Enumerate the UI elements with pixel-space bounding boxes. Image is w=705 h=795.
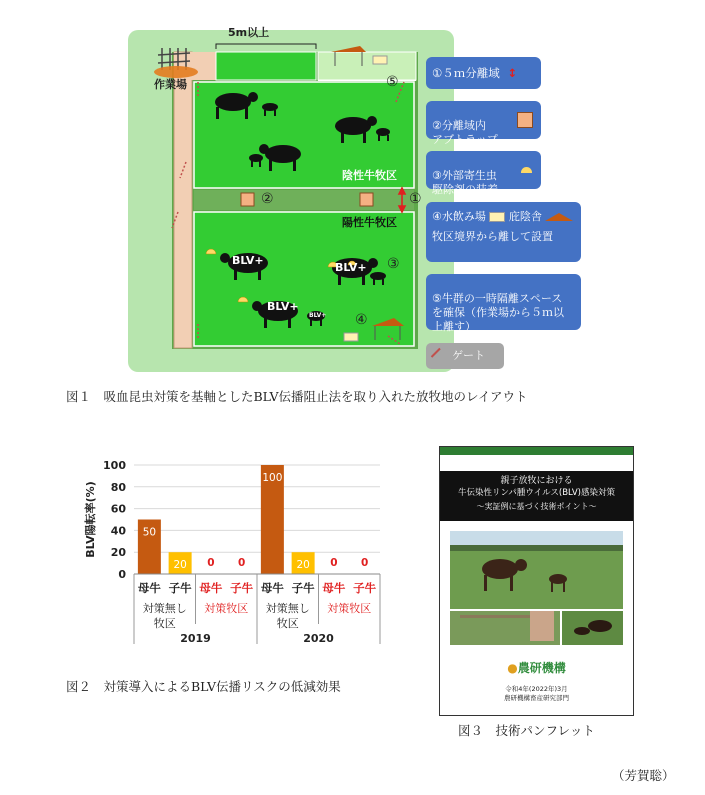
- legend-text-4a: ④水飲み場: [432, 210, 486, 223]
- legend-text-4c: 牧区境界から離して設置: [432, 230, 553, 243]
- group-label: 牧区: [276, 617, 299, 630]
- group-label: 対策牧区: [204, 602, 249, 615]
- y-tick-label: 80: [110, 480, 126, 494]
- pamphlet-cover: [439, 446, 634, 716]
- figure3-caption: 図３ 技術パンフレット: [458, 723, 595, 738]
- dimension-label: 5m以上: [228, 26, 270, 39]
- category-label: 母牛: [260, 581, 284, 595]
- marker-1: ①: [409, 191, 422, 207]
- pamphlet-title-1: 親子放牧における: [500, 476, 573, 486]
- category-label: 子牛: [291, 581, 315, 595]
- blv-label-1: BLV+: [232, 254, 264, 267]
- marker-2: ②: [261, 191, 274, 207]
- pamphlet-footer: [440, 685, 633, 703]
- legend-text-1: ①５ｍ分離域: [432, 66, 500, 80]
- legend-text-4b: 庇陰舎: [508, 210, 542, 223]
- marker-5: ⑤: [386, 74, 399, 90]
- work-area-label: 作業場: [154, 78, 187, 91]
- group-label: 対策無し: [265, 602, 310, 615]
- legend-item-5: [426, 274, 581, 333]
- shade-shelter-icon: [545, 213, 573, 221]
- pamphlet-title-2: 牛伝染性リンパ腫ウイルス(BLV)感染対策: [458, 488, 615, 498]
- data-label: 100: [262, 472, 283, 484]
- pamphlet-cattle-photo: [450, 531, 623, 645]
- figure2-caption: 図２ 対策導入によるBLV伝播リスクの低減効果: [66, 679, 341, 694]
- data-label: 50: [142, 526, 157, 539]
- author-name: （芳賀聡）: [612, 768, 675, 783]
- data-label: 0: [237, 557, 246, 569]
- category-label: 母牛: [137, 581, 161, 595]
- group-label: 対策牧区: [327, 602, 372, 615]
- y-axis-label: BLV陽転率(%): [84, 481, 97, 558]
- data-label: 0: [360, 557, 369, 569]
- legend-gate: [426, 343, 504, 369]
- year-label: 2019: [180, 632, 211, 645]
- category-label: 母牛: [199, 581, 223, 595]
- year-label: 2020: [303, 632, 334, 645]
- pamphlet-org-logo: 農研機構: [517, 661, 566, 675]
- category-label: 母牛: [322, 581, 346, 595]
- legend-item-1: [426, 57, 541, 89]
- pamphlet-subtitle: ～実証例に基づく技術ポイント～: [476, 502, 597, 511]
- repellent-icon: [521, 167, 532, 173]
- pamphlet-title-band: [440, 471, 633, 521]
- blv-label-small: BLV+: [309, 312, 327, 319]
- pamphlet-logo: [440, 659, 633, 676]
- y-tick-label: 0: [118, 568, 126, 581]
- trap-icon: [517, 112, 533, 128]
- data-label: 20: [296, 559, 310, 572]
- gate-label: ゲート: [452, 349, 485, 362]
- category-label: 子牛: [353, 581, 377, 595]
- gate-icon: [431, 348, 449, 366]
- red-arrow-icon: ↕: [507, 66, 518, 80]
- legend-item-3: [426, 151, 541, 196]
- trap-icon-right: [360, 193, 373, 206]
- blv-conversion-chart: [78, 450, 390, 650]
- trap-icon-left: [241, 193, 254, 206]
- water-trough-icon-top: [373, 56, 387, 64]
- water-trough-icon: [489, 212, 505, 222]
- negative-pasture-label: 陰性牛牧区: [342, 169, 397, 182]
- pamphlet-org: 農研機構畜産研究部門: [504, 694, 569, 702]
- legend-item-2: [426, 101, 541, 146]
- legend-item-4: [426, 202, 581, 262]
- data-label: 0: [207, 557, 215, 569]
- category-label: 子牛: [230, 581, 254, 595]
- pasture-layout-figure: [128, 22, 456, 372]
- legend-text-3: ③外部寄生虫 駆除剤の装着: [432, 169, 498, 196]
- figure1-caption: 図１ 吸血昆虫対策を基軸としたBLV伝播阻止法を取り入れた放牧地のレイアウト: [66, 389, 528, 404]
- blv-label-3: BLV+: [267, 300, 299, 313]
- group-label: 対策無し: [142, 602, 187, 615]
- pasture-layout-diagram: [128, 22, 456, 372]
- data-label: 0: [330, 557, 338, 569]
- positive-pasture-label: 陽性牛牧区: [342, 216, 397, 229]
- category-label: 子牛: [168, 581, 192, 595]
- marker-3: ③: [387, 256, 400, 272]
- y-tick-label: 40: [110, 524, 126, 538]
- leaf-icon: ●: [507, 661, 518, 675]
- y-tick-label: 100: [103, 459, 126, 472]
- marker-4: ④: [355, 312, 368, 328]
- group-label: 牧区: [153, 617, 176, 630]
- y-tick-label: 60: [110, 502, 126, 516]
- legend-text-2: ②分離域内 アブトラップ: [432, 119, 498, 146]
- y-tick-label: 20: [110, 546, 126, 560]
- pamphlet-date: 令和4年(2022年)3月: [505, 685, 568, 693]
- data-label: 20: [173, 559, 187, 572]
- blv-label-2: BLV+: [335, 261, 367, 274]
- legend-text-5: ⑤牛群の一時隔離スペース を確保（作業場から５ｍ以 上離す）: [432, 292, 564, 333]
- water-trough-icon-bottom: [344, 333, 358, 341]
